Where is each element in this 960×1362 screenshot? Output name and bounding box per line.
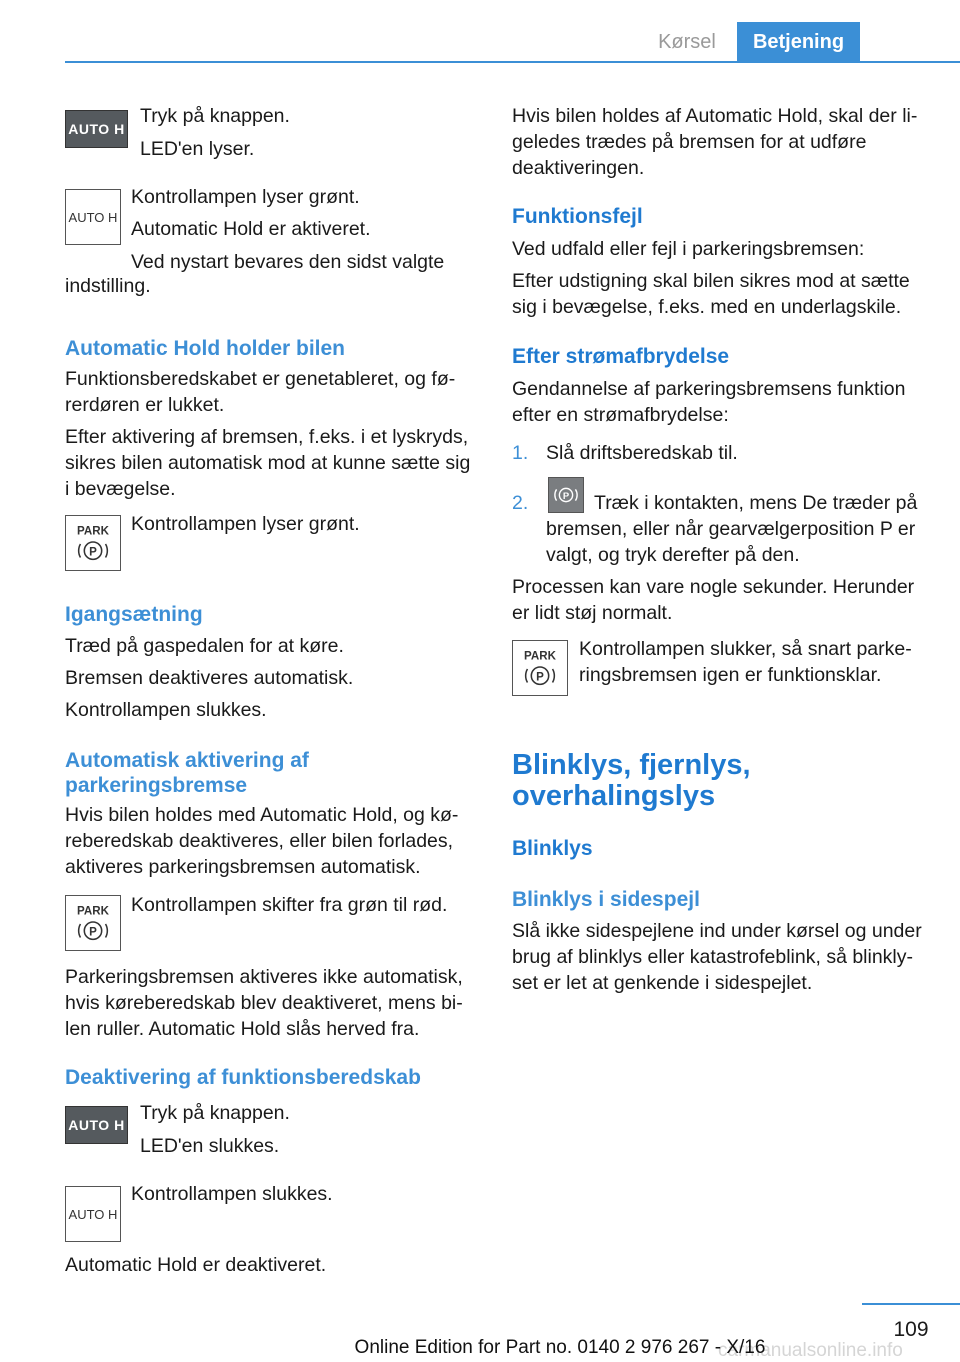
tab-betjening[interactable]: Betjening [737,22,860,62]
lamp-line-2: ringsbremsen igen er funktionsklar. [579,664,882,686]
tab-korsel[interactable]: Kørsel [658,31,716,53]
svg-text:P: P [536,671,544,684]
proc-line-1: Processen kan vare nogle sekunder. Herunder [512,576,915,598]
hold-line-3: Efter aktivering af bremsen, f.eks. i et lyskryds, [65,426,469,448]
edition-footer: Online Edition for Part no. 0140 2 976 267 - X/16 [354,1337,766,1358]
list-item-2-line-3: valgt, og tryk derefter på den. [546,544,800,566]
heading-blinklys-fjernlys-2: overhalingslys [512,780,716,812]
auto-h-button-icon: AUTO H [65,110,128,148]
svg-text:PARK: PARK [77,525,109,538]
hold-line-2: rerdøren er lukket. [65,394,225,416]
side-line-1: Slå ikke sidespejlene ind under kørsel og under [512,920,922,942]
text-restart-1: Ved nystart bevares den sidst valgte [131,251,445,273]
park-brake-icon [512,640,568,696]
text-led-on: LED'en lyser. [140,138,255,160]
text-restart-2: indstilling. [65,275,151,297]
right-line-3: deaktiveringen. [512,157,645,179]
parking-brake-switch-icon [548,477,584,513]
igang-line-3: Kontrollampen slukkes. [65,699,267,721]
hold-line-4: sikres bilen automatisk mod at kunne sætte sig [65,452,471,474]
heading-blinklys-fjernlys-1: Blinklys, fjernlys, [512,749,751,781]
svg-text:PARK: PARK [524,650,556,663]
text-deakt-lamp: Kontrollampen slukkes. [131,1183,333,1205]
header-rule [65,61,960,63]
auto-line-1: Hvis bilen holdes med Automatic Hold, og kø- [65,804,459,826]
heading-igangsaetning: Igangsætning [65,603,203,626]
igang-line-1: Træd på gaspedalen for at køre. [65,635,344,657]
auto-line-2: reberedskab deaktiveres, eller bilen forlades, [65,830,454,852]
strom-line-2: efter en strømafbrydelse: [512,404,729,426]
park-line-1: Parkeringsbremsen aktiveres ikke automatisk, [65,966,463,988]
heading-blinklys-sidespejl: Blinklys i sidespejl [512,888,700,911]
auto-line-3: aktiveres parkeringsbremsen automatisk. [65,856,421,878]
park-line-3: len ruller. Automatic Hold slås herved fra. [65,1018,420,1040]
text-deakt-press: Tryk på knappen. [140,1102,290,1124]
hold-line-1: Funktionsberedskabet er genetableret, og fø- [65,368,456,390]
watermark: carmanualsonline.info [718,1340,903,1361]
right-line-2: geledes trædes på bremsen for at udføre [512,131,867,153]
text-deakt-end: Automatic Hold er deaktiveret. [65,1254,327,1276]
heading-blinklys: Blinklys [512,837,593,860]
heading-auto-activation-2: parkeringsbremse [65,774,248,797]
auto-h-lamp-icon: AUTO H [65,1186,121,1242]
list-item-2-line-1: Træk i kontakten, mens De træder på [594,492,918,514]
heading-deactivation: Deaktivering af funktionsberedskab [65,1066,421,1089]
park-line-2: hvis køreberedskab blev deaktiveret, mens bi- [65,992,463,1014]
side-line-3: set er let at genkende i sidespejlet. [512,972,813,994]
svg-text:PARK: PARK [77,905,109,918]
heading-hold-car: Automatic Hold holder bilen [65,337,346,360]
fejl-line-1: Ved udfald eller fejl i parkeringsbremsen: [512,238,865,260]
text-hold-active: Automatic Hold er aktiveret. [131,218,371,240]
fejl-line-2: Efter udstigning skal bilen sikres mod at sætte [512,270,910,292]
park-brake-icon [65,895,121,951]
strom-line-1: Gendannelse af parkeringsbremsens funktion [512,378,906,400]
igang-line-2: Bremsen deaktiveres automatisk. [65,667,354,689]
page-number: 109 [893,1318,929,1341]
lamp-line-1: Kontrollampen slukker, så snart parke- [579,638,912,660]
text-press-button: Tryk på knappen. [140,105,290,127]
right-line-1: Hvis bilen holdes af Automatic Hold, skal der li- [512,105,918,127]
heading-power-failure: Efter strømafbrydelse [512,345,730,368]
list-number-1: 1. [512,442,529,464]
park-brake-icon [65,515,121,571]
list-item-2-line-2: bremsen, eller når gearvælgerposition P er [546,518,916,540]
heading-funktionsfejl: Funktionsfejl [512,205,643,228]
list-item-1: Slå driftsberedskab til. [546,442,738,464]
list-number-2: 2. [512,492,529,514]
hold-line-5: i bevægelse. [65,478,176,500]
text-hold-lamp: Kontrollampen lyser grønt. [131,513,360,535]
fejl-line-3: sig i bevægelse, f.eks. med en underlagskile. [512,296,902,318]
svg-text:P: P [89,926,97,939]
text-deakt-led: LED'en slukkes. [140,1135,280,1157]
footer-rule [862,1303,960,1305]
side-line-2: brug af blinklys eller katastrofeblink, så blinkly- [512,946,914,968]
text-lamp-green: Kontrollampen lyser grønt. [131,186,360,208]
heading-auto-activation-1: Automatisk aktivering af [65,749,309,772]
svg-text:P: P [562,490,570,502]
auto-h-button-icon: AUTO H [65,1106,128,1144]
proc-line-2: er lidt støj normalt. [512,602,673,624]
text-auto-lamp: Kontrollampen skifter fra grøn til rød. [131,894,448,916]
auto-h-lamp-icon: AUTO H [65,189,121,245]
svg-text:P: P [89,546,97,559]
